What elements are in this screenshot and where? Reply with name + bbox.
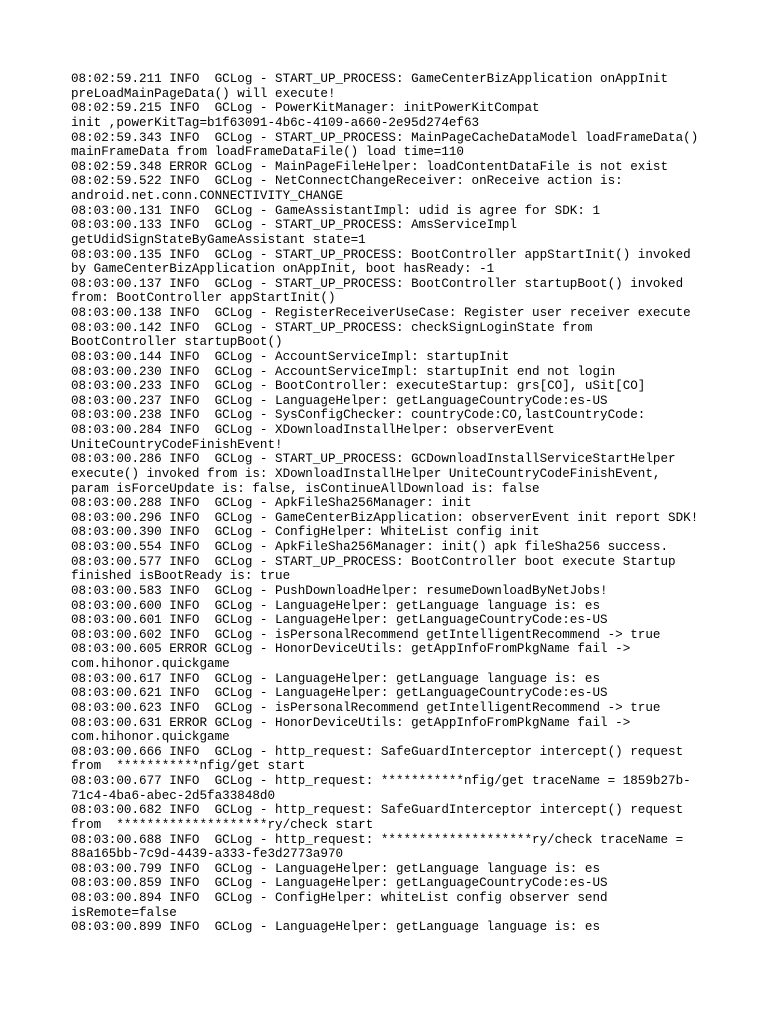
log-line: 08:03:00.605 ERROR GCLog - HonorDeviceUtils: getAppInfoFromPkgName fail -> — [71, 642, 631, 657]
log-line: 08:03:00.899 INFO GCLog - LanguageHelper: getLanguage language is: es — [71, 920, 601, 935]
log-line: 08:03:00.138 INFO GCLog - RegisterReceiverUseCase: Register user receiver execute — [71, 306, 691, 320]
log-line: 08:03:00.131 INFO GCLog - GameAssistantImpl: udid is agree for SDK: 1 — [71, 203, 601, 218]
log-line: mainFrameData from loadFrameDataFile() load time=110 — [71, 145, 464, 160]
log-line: 08:03:00.288 INFO GCLog - ApkFileSha256Manager: init — [71, 496, 472, 511]
log-line: 08:03:00.390 INFO GCLog - ConfigHelper: WhiteList config init — [71, 525, 540, 540]
log-line: getUdidSignStateByGameAssistant state=1 — [71, 232, 366, 247]
log-line: UniteCountryCodeFinishEvent! — [71, 437, 283, 452]
log-line: 08:03:00.137 INFO GCLog - START_UP_PROCESS: BootController startupBoot() invoked — [71, 276, 684, 291]
log-line: init ,powerKitTag=b1f63091-4b6c-4109-a660-2e95d274ef63 — [71, 115, 480, 130]
log-line: android.net.conn.CONNECTIVITY_CHANGE — [71, 189, 344, 203]
log-line: 08:03:00.286 INFO GCLog - START_UP_PROCESS: GCDownloadInstallServiceStartHelper — [71, 452, 676, 467]
log-line: 08:03:00.144 INFO GCLog - AccountServiceImpl: startupInit — [71, 349, 510, 364]
log-line: 08:02:59.348 ERROR GCLog - MainPageFileHelper: loadContentDataFile is not exist — [71, 159, 669, 174]
log-line: from ***********nfig/get start — [71, 759, 306, 774]
log-line: 08:03:00.602 INFO GCLog - isPersonalRecommend getIntelligentRecommend -> true — [71, 627, 661, 642]
log-line: 08:02:59.211 INFO GCLog - START_UP_PROCESS: GameCenterBizApplication onAppInit — [71, 72, 669, 86]
log-line: param isForceUpdate is: false, isContinueAllDownload is: false — [71, 481, 540, 496]
log-line: 08:03:00.601 INFO GCLog - LanguageHelper: getLanguageCountryCode:es-US — [71, 613, 608, 628]
log-line: 08:03:00.631 ERROR GCLog - HonorDeviceUtils: getAppInfoFromPkgName fail -> — [71, 715, 631, 730]
log-line: isRemote=false — [71, 905, 177, 920]
log-line: 08:03:00.583 INFO GCLog - PushDownloadHelper: resumeDownloadByNetJobs! — [71, 583, 608, 598]
log-line: com.hihonor.quickgame — [71, 657, 230, 671]
log-line: 08:03:00.237 INFO GCLog - LanguageHelper: getLanguageCountryCode:es-US — [71, 393, 608, 408]
log-line: 08:03:00.142 INFO GCLog - START_UP_PROCESS: checkSignLoginState from — [71, 320, 593, 335]
log-line: 08:03:00.554 INFO GCLog - ApkFileSha256Manager: init() apk fileSha256 success. — [71, 540, 669, 554]
log-line: 08:03:00.688 INFO GCLog - http_request: ********************ry/check traceName = — [71, 832, 684, 847]
log-line: 08:03:00.623 INFO GCLog - isPersonalRecommend getIntelligentRecommend -> true — [71, 700, 661, 715]
log-line: 08:03:00.577 INFO GCLog - START_UP_PROCESS: BootController boot execute Startup — [71, 554, 676, 569]
log-line: 08:03:00.296 INFO GCLog - GameCenterBizApplication: observerEvent init report SDK! — [71, 510, 699, 525]
log-line: 08:03:00.135 INFO GCLog - START_UP_PROCESS: BootController appStartInit() invoked — [71, 247, 691, 262]
log-line: 88a165bb-7c9d-4439-a333-fe3d2773a970 — [71, 847, 344, 862]
log-line: 71c4-4ba6-abec-2d5fa33848d0 — [71, 788, 276, 803]
log-line: com.hihonor.quickgame — [71, 730, 230, 745]
log-line: 08:03:00.600 INFO GCLog - LanguageHelper: getLanguage language is: es — [71, 598, 601, 613]
log-line: 08:03:00.799 INFO GCLog - LanguageHelper: getLanguage language is: es — [71, 861, 601, 876]
log-line: 08:03:00.859 INFO GCLog - LanguageHelper: getLanguageCountryCode:es-US — [71, 876, 608, 891]
log-line: from: BootController appStartInit() — [71, 291, 336, 306]
log-document — [71, 72, 711, 935]
log-line: 08:03:00.230 INFO GCLog - AccountServiceImpl: startupInit end not login — [71, 364, 616, 379]
log-line: 08:02:59.215 INFO GCLog - PowerKitManager: initPowerKitCompat — [71, 101, 540, 116]
log-line: 08:02:59.343 INFO GCLog - START_UP_PROCESS: MainPageCacheDataModel loadFrameData() — [71, 130, 699, 145]
log-line: 08:03:00.894 INFO GCLog - ConfigHelper: whiteList config observer send — [71, 891, 608, 905]
log-line: finished isBootReady is: true — [71, 569, 291, 584]
log-line: 08:03:00.617 INFO GCLog - LanguageHelper: getLanguage language is: es — [71, 671, 601, 686]
log-line: 08:03:00.682 INFO GCLog - http_request: SafeGuardInterceptor intercept() request — [71, 803, 684, 818]
log-line: 08:03:00.233 INFO GCLog - BootController: executeStartup: grs[CO], uSit[CO] — [71, 379, 646, 394]
log-line: from ********************ry/check start — [71, 817, 374, 832]
log-line: 08:03:00.666 INFO GCLog - http_request: SafeGuardInterceptor intercept() request — [71, 744, 684, 759]
log-line: 08:03:00.284 INFO GCLog - XDownloadInstallHelper: observerEvent — [71, 423, 555, 437]
log-line: by GameCenterBizApplication onAppInit, boot hasReady: -1 — [71, 262, 495, 277]
log-line: preLoadMainPageData() will execute! — [71, 86, 336, 101]
log-line: 08:03:00.133 INFO GCLog - START_UP_PROCESS: AmsServiceImpl — [71, 218, 517, 233]
log-line: BootController startupBoot() — [71, 335, 283, 350]
log-line: 08:03:00.238 INFO GCLog - SysConfigChecker: countryCode:CO,lastCountryCode: — [71, 408, 646, 423]
log-line: 08:03:00.621 INFO GCLog - LanguageHelper: getLanguageCountryCode:es-US — [71, 686, 608, 701]
log-line: 08:03:00.677 INFO GCLog - http_request: ***********nfig/get traceName = 1859b27b- — [71, 774, 691, 788]
log-line: execute() invoked from is: XDownloadInstallHelper UniteCountryCodeFinishEvent, — [71, 466, 661, 481]
log-line: 08:02:59.522 INFO GCLog - NetConnectChangeReceiver: onReceive action is: — [71, 174, 623, 189]
